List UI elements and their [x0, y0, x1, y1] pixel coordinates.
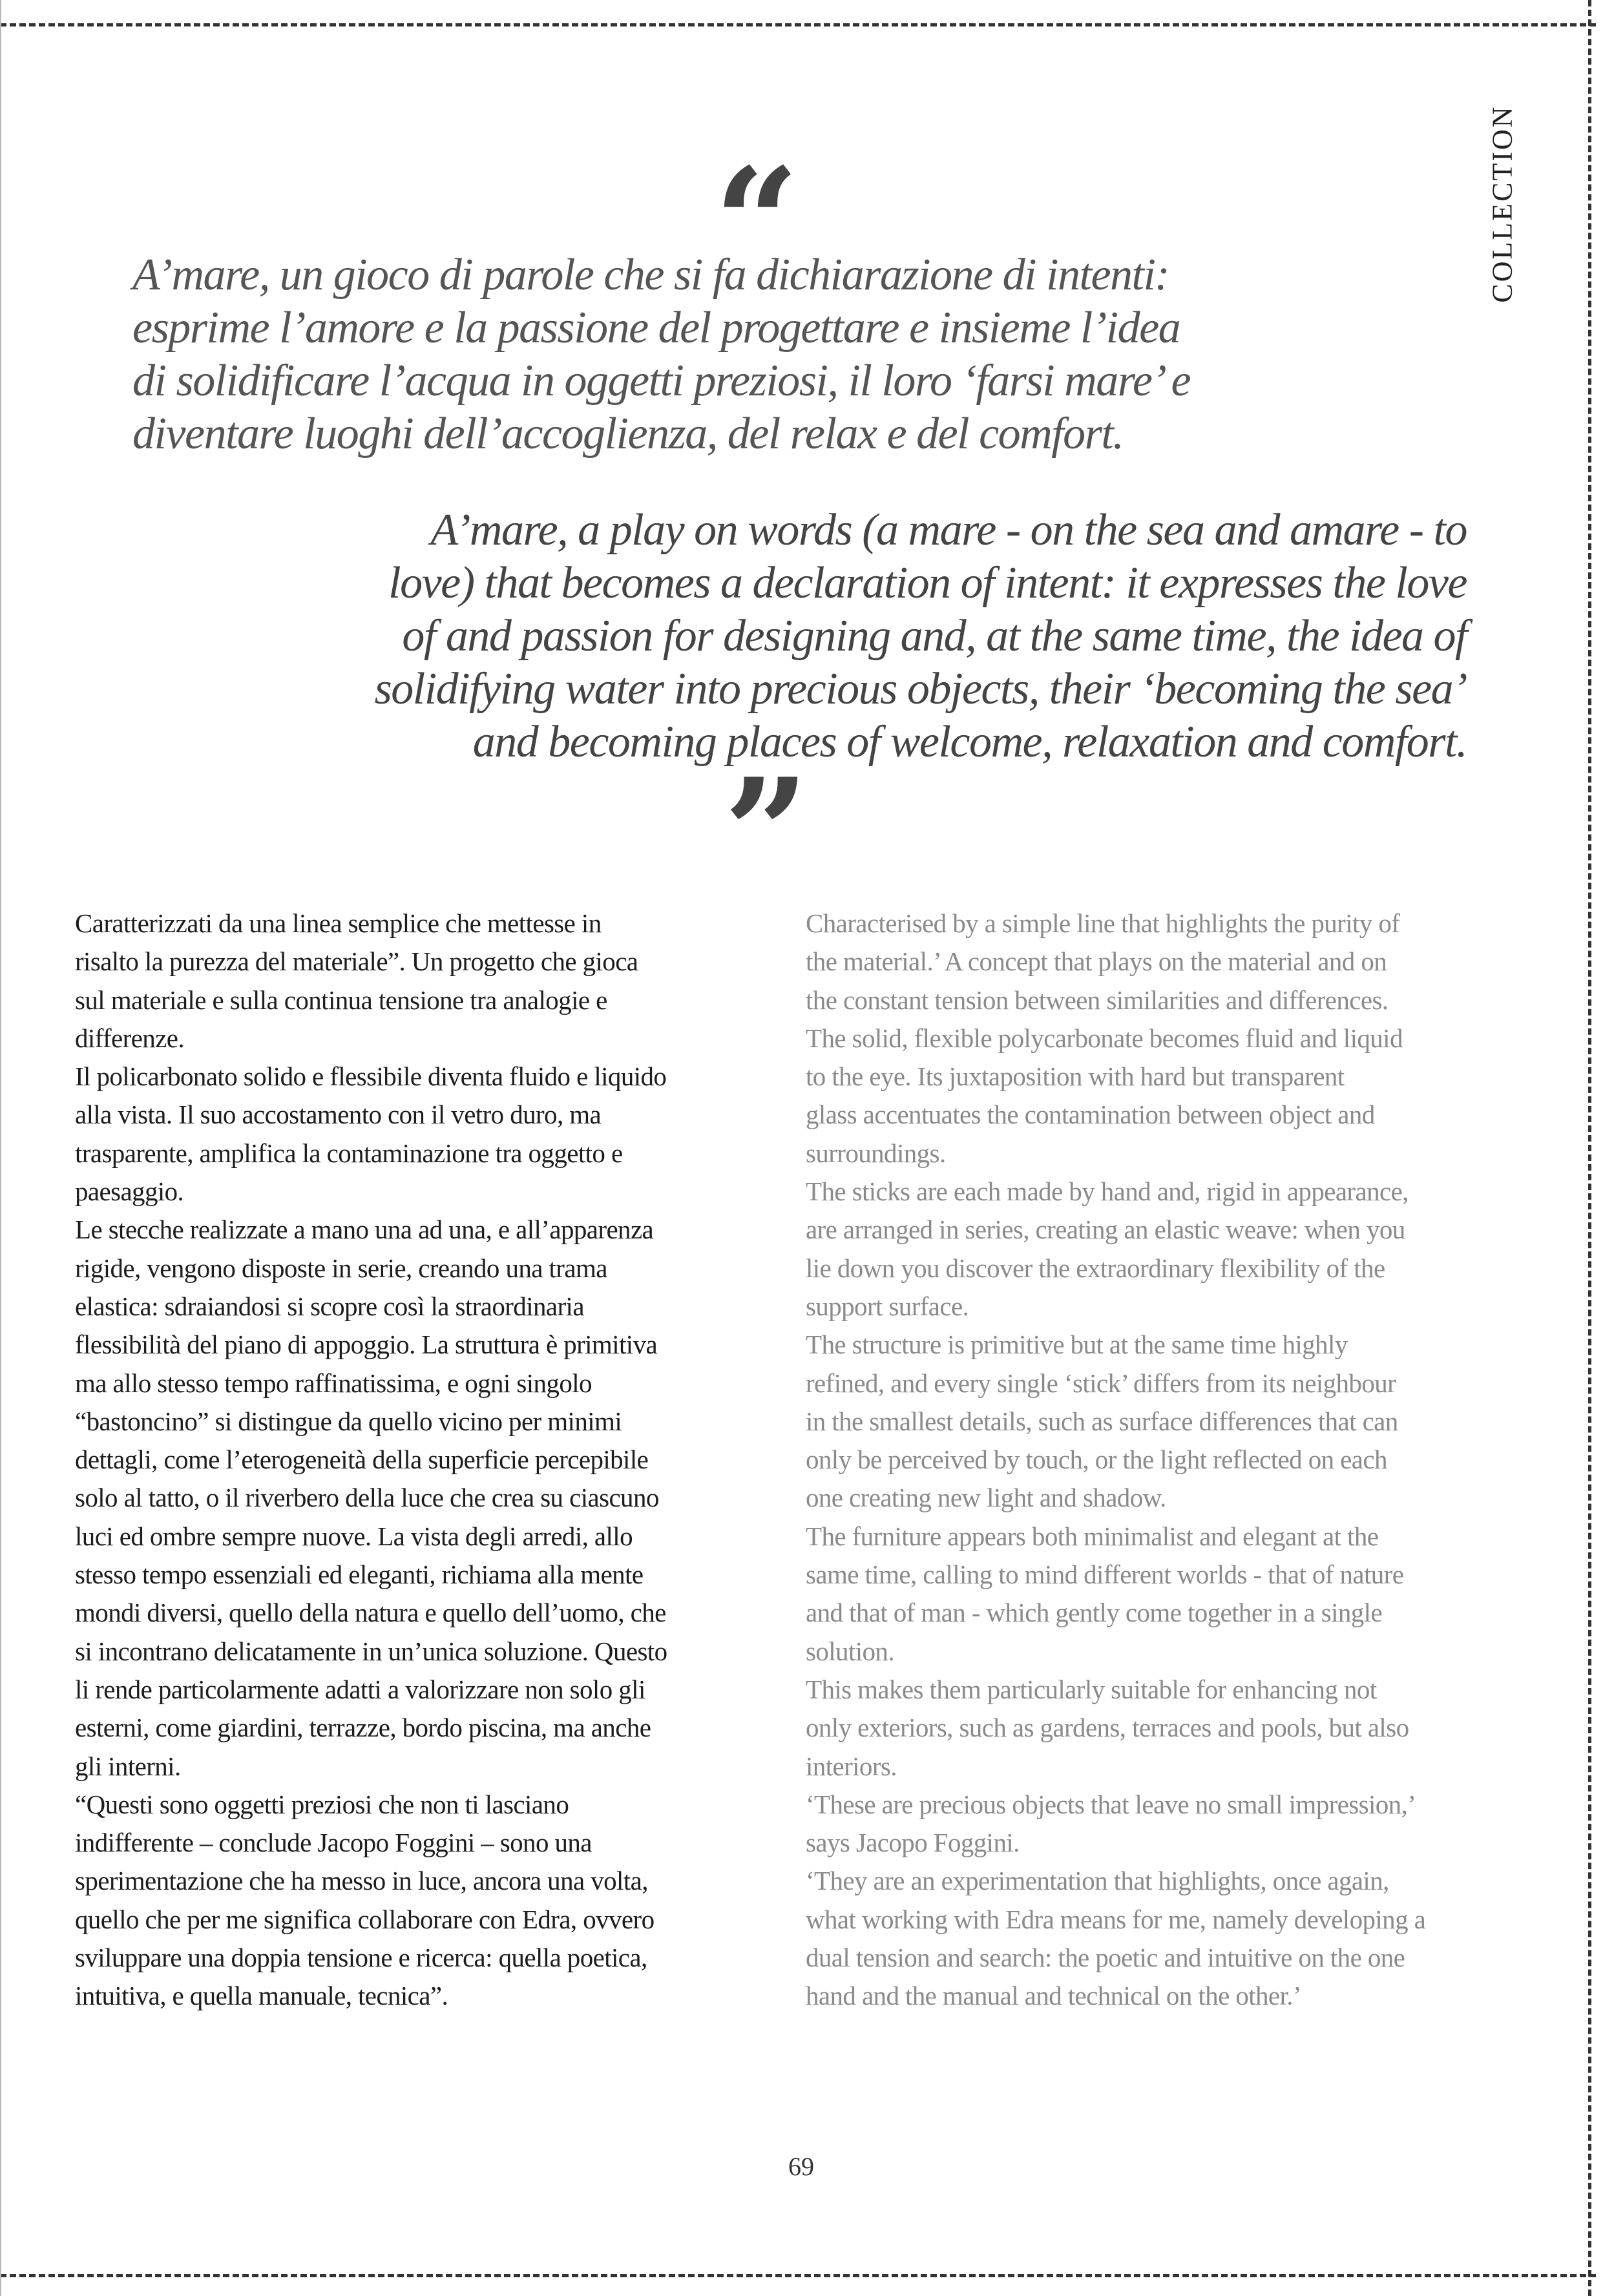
body-text-italian: Caratterizzati da una linea semplice che mettesse in risalto la purezza del materiale”. Un progetto che gioca sul materiale e sulla continua tensione tra analogie e differenze. Il policarbonato solido e flessibile diventa fluido e liquido alla vista. Il suo accostamento con il vetro duro, ma trasparente, amplifica la contaminazione tra oggetto e paesaggio. Le stecche realizzate a mano una ad una, e all’apparenza rigide, vengono disposte in serie, creando una trama elastica: sdraiandosi si scopre così la straordinaria flessibilità del piano di appoggio. La struttura è primitiva ma allo stesso tempo raffinatissima, e ogni singolo “bastoncino” si distingue da quello vicino per minimi dettagli, come l’eterogeneità della superficie percepibile solo al tatto, o il riverbero della luce che crea su ciascuno luci ed ombre sempre nuove. La vista degli arredi, allo stesso tempo essenziali ed eleganti, richiama alla mente mondi diversi, quello della natura e quello dell’uomo, che si incontrano delicatamente in un’unica soluzione. Questo li rende particolarmente adatti a valorizzare non solo gli esterni, come giardini, terrazze, bordo piscina, ma anche gli interni. “Questi sono oggetti preziosi che non ti lasciano indifferente – conclude Jacopo Foggini – sono una sperimentazione che ha messo in luce, ancora una volta, quello che per me significa collaborare con Edra, ovvero sviluppare una doppia tensione e ricerca: quella poetica, intuitiva, e quella manuale, tecnica”. — [75, 908, 667, 2011]
dashed-border-top — [0, 23, 1596, 26]
pull-quote-italian: A’mare, un gioco di parole che si fa dichiarazione di intenti: esprime l’amore e la passione del progettare e insieme l’idea di solidificare l’acqua in oggetti preziosi, il loro ‘farsi mare’ e diventare luoghi dell’accoglienza, del relax e del comfort. — [132, 250, 1191, 459]
page-number: 69 — [788, 2152, 814, 2181]
body-text-english: Characterised by a simple line that highlights the purity of the material.’ A concept that plays on the material and on the constant tension between similarities and differences. The solid, flexible polycarbonate becomes fluid and liquid to the eye. Its juxtaposition with hard but transparent glass accentuates the contamination between object and surroundings. The sticks are each made by hand and, rigid in appearance, are arranged in series, creating an elastic weave: when you lie down you discover the extraordinary flexibility of the support surface. The structure is primitive but at the same time highly refined, and every single ‘stick’ differs from its neighbour in the smallest details, such as surface differences that can only be perceived by touch, or the light reflected on each one creating new light and shadow. The furniture appears both minimalist and elegant at the same time, calling to mind different worlds - that of nature and that of man - which gently come together in a single solution. This makes them particularly suitable for enhancing not only exteriors, such as gardens, terraces and pools, but also interiors. ‘These are precious objects that leave no small impression,’ says Jacopo Foggini. ‘They are an experimentation that highlights, once again, what working with Edra means for me, namely developing a dual tension and search: the poetic and intuitive on the one hand and the manual and technical on the other.’ — [806, 908, 1426, 2011]
dashed-border-bottom — [0, 2274, 1596, 2277]
pull-quote-english: A’mare, a play on words (a mare - on the sea and amare - to love) that becomes a declaration of intent: it expresses the love of and passion for designing and, at the same time, the idea of solidifying water into precious objects, their ‘becoming the sea’ and becoming places of welcome, relaxation and comfort. — [374, 505, 1467, 767]
section-label — [1460, 97, 1544, 310]
dashed-border-right — [1588, 0, 1591, 2296]
open-quote-icon: “ — [714, 136, 800, 310]
close-quote-icon: ” — [724, 746, 810, 921]
section-label-text: COLLECTION — [1486, 104, 1518, 303]
page-edge-left — [0, 0, 1, 2296]
